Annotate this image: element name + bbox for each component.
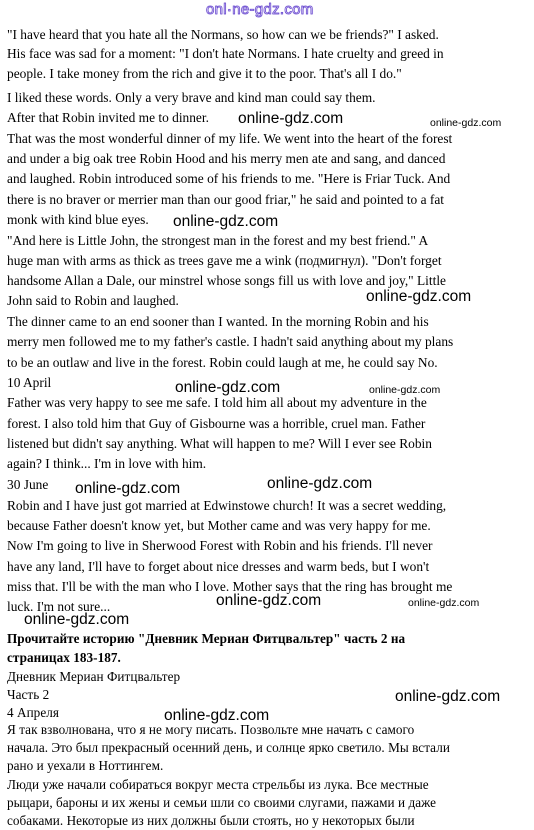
watermark-top: onl·ne-gdz.com: [206, 1, 314, 18]
section-title: Дневник Мериан Фитцвальтер: [7, 669, 181, 684]
section-subtitle: Часть 2: [7, 687, 50, 702]
text-line: have any land, I'll have to forget about nice dresses and warm beds, but I won't: [7, 559, 430, 574]
text-line: luck. I'm not sure...: [7, 599, 111, 614]
text-line: рано и уехали в Ноттингем.: [7, 758, 164, 773]
watermark: online-gdz.com: [395, 688, 501, 705]
text-line: Father was very happy to see me safe. I told him all about my adventure in the: [7, 395, 427, 410]
text-line: His face was sad for a moment: "I don't hate Normans. I hate cruelty and greed in: [7, 46, 444, 61]
text-line: and laughed. Robin introduced some of his friends to me. "Here is Friar Tuck. And: [7, 171, 451, 186]
text-line: John said to Robin and laughed.: [7, 293, 179, 308]
watermark: online-gdz.com: [267, 475, 373, 492]
text-line: начала. Это был прекрасный осенний день, и солнце ярко светило. Мы встали: [7, 740, 450, 755]
watermark: online-gdz.com: [366, 288, 472, 305]
text-line: listened but didn't say anything. What will happen to me? Will I ever see Robin: [7, 436, 432, 451]
text-line: Люди уже начали собираться вокруг места стрельбы из лука. Все местные: [7, 777, 429, 792]
text-line: I liked these words. Only a very brave and kind man could say them.: [7, 90, 376, 105]
text-line: That was the most wonderful dinner of my life. We went into the heart of the forest: [7, 131, 453, 146]
watermark: online-gdz.com: [164, 707, 270, 724]
task-heading: страницах 183-187.: [7, 650, 121, 665]
text-line: miss that. I'll be with the man who I love. Mother says that the ring has brought me: [7, 579, 453, 594]
watermark: online-gdz.com: [216, 592, 322, 609]
text-line: there is no braver or merrier man than our good friar," he said and pointed to a fat: [7, 192, 444, 207]
watermark: online-gdz.com: [75, 480, 181, 497]
text-line: The dinner came to an end sooner than I wanted. In the morning Robin and his: [7, 314, 429, 329]
text-line: again? I think... I'm in love with him.: [7, 456, 207, 471]
diary-date: 4 Апреля: [7, 705, 59, 720]
text-line: After that Robin invited me to dinner.: [7, 110, 209, 125]
diary-date: 10 April: [7, 375, 52, 390]
text-line: monk with kind blue eyes.: [7, 212, 149, 227]
text-line: "And here is Little John, the strongest man in the forest and my best friend." A: [7, 233, 429, 248]
text-line: merry men followed me to my father's castle. I hadn't said anything about my plans: [7, 334, 454, 349]
text-line: Я так взволнована, что я не могу писать. Позвольте мне начать с самого: [7, 722, 415, 737]
watermark: online-gdz.com: [430, 117, 502, 129]
text-line: собаками. Некоторые из них должны были стоять, но у некоторых были: [7, 813, 415, 828]
text-line: people. I take money from the rich and give it to the poor. That's all I do.": [7, 66, 402, 81]
text-line: Now I'm going to live in Sherwood Forest with Robin and his friends. I'll never: [7, 538, 433, 553]
watermark: online-gdz.com: [369, 384, 441, 396]
text-line: "I have heard that you hate all the Normans, so how can we be friends?" I asked.: [7, 27, 439, 42]
watermark: online-gdz.com: [175, 379, 281, 396]
watermark: online-gdz.com: [24, 611, 130, 628]
text-line: to be an outlaw and live in the forest. Robin could laugh at me, he could say No.: [7, 355, 438, 370]
text-line: рыцари, бароны и их жены и семьи шли со своими слугами, пажами и даже: [7, 795, 437, 810]
text-line: Robin and I have just got married at Edwinstowe church! It was a secret wedding,: [7, 498, 447, 513]
text-line: handsome Allan a Dale, our minstrel whose songs fill us with love and joy," Little: [7, 273, 446, 288]
watermark: online-gdz.com: [238, 110, 344, 127]
text-line: forest. I also told him that Guy of Gisbourne was a horrible, cruel man. Father: [7, 416, 426, 431]
text-line: huge man with arms as thick as trees gave me a wink (подмигнул). "Don't forget: [7, 253, 442, 268]
watermark: online-gdz.com: [408, 597, 480, 609]
text-line: and under a big oak tree Robin Hood and his merry men ate and sang, and danced: [7, 151, 446, 166]
diary-date: 30 June: [7, 477, 49, 492]
text-line: because Father doesn't know yet, but Mother came and was very happy for me.: [7, 518, 431, 533]
task-heading: Прочитайте историю "Дневник Мериан Фитцвальтер" часть 2 на: [7, 631, 406, 646]
watermark: online-gdz.com: [173, 213, 279, 230]
